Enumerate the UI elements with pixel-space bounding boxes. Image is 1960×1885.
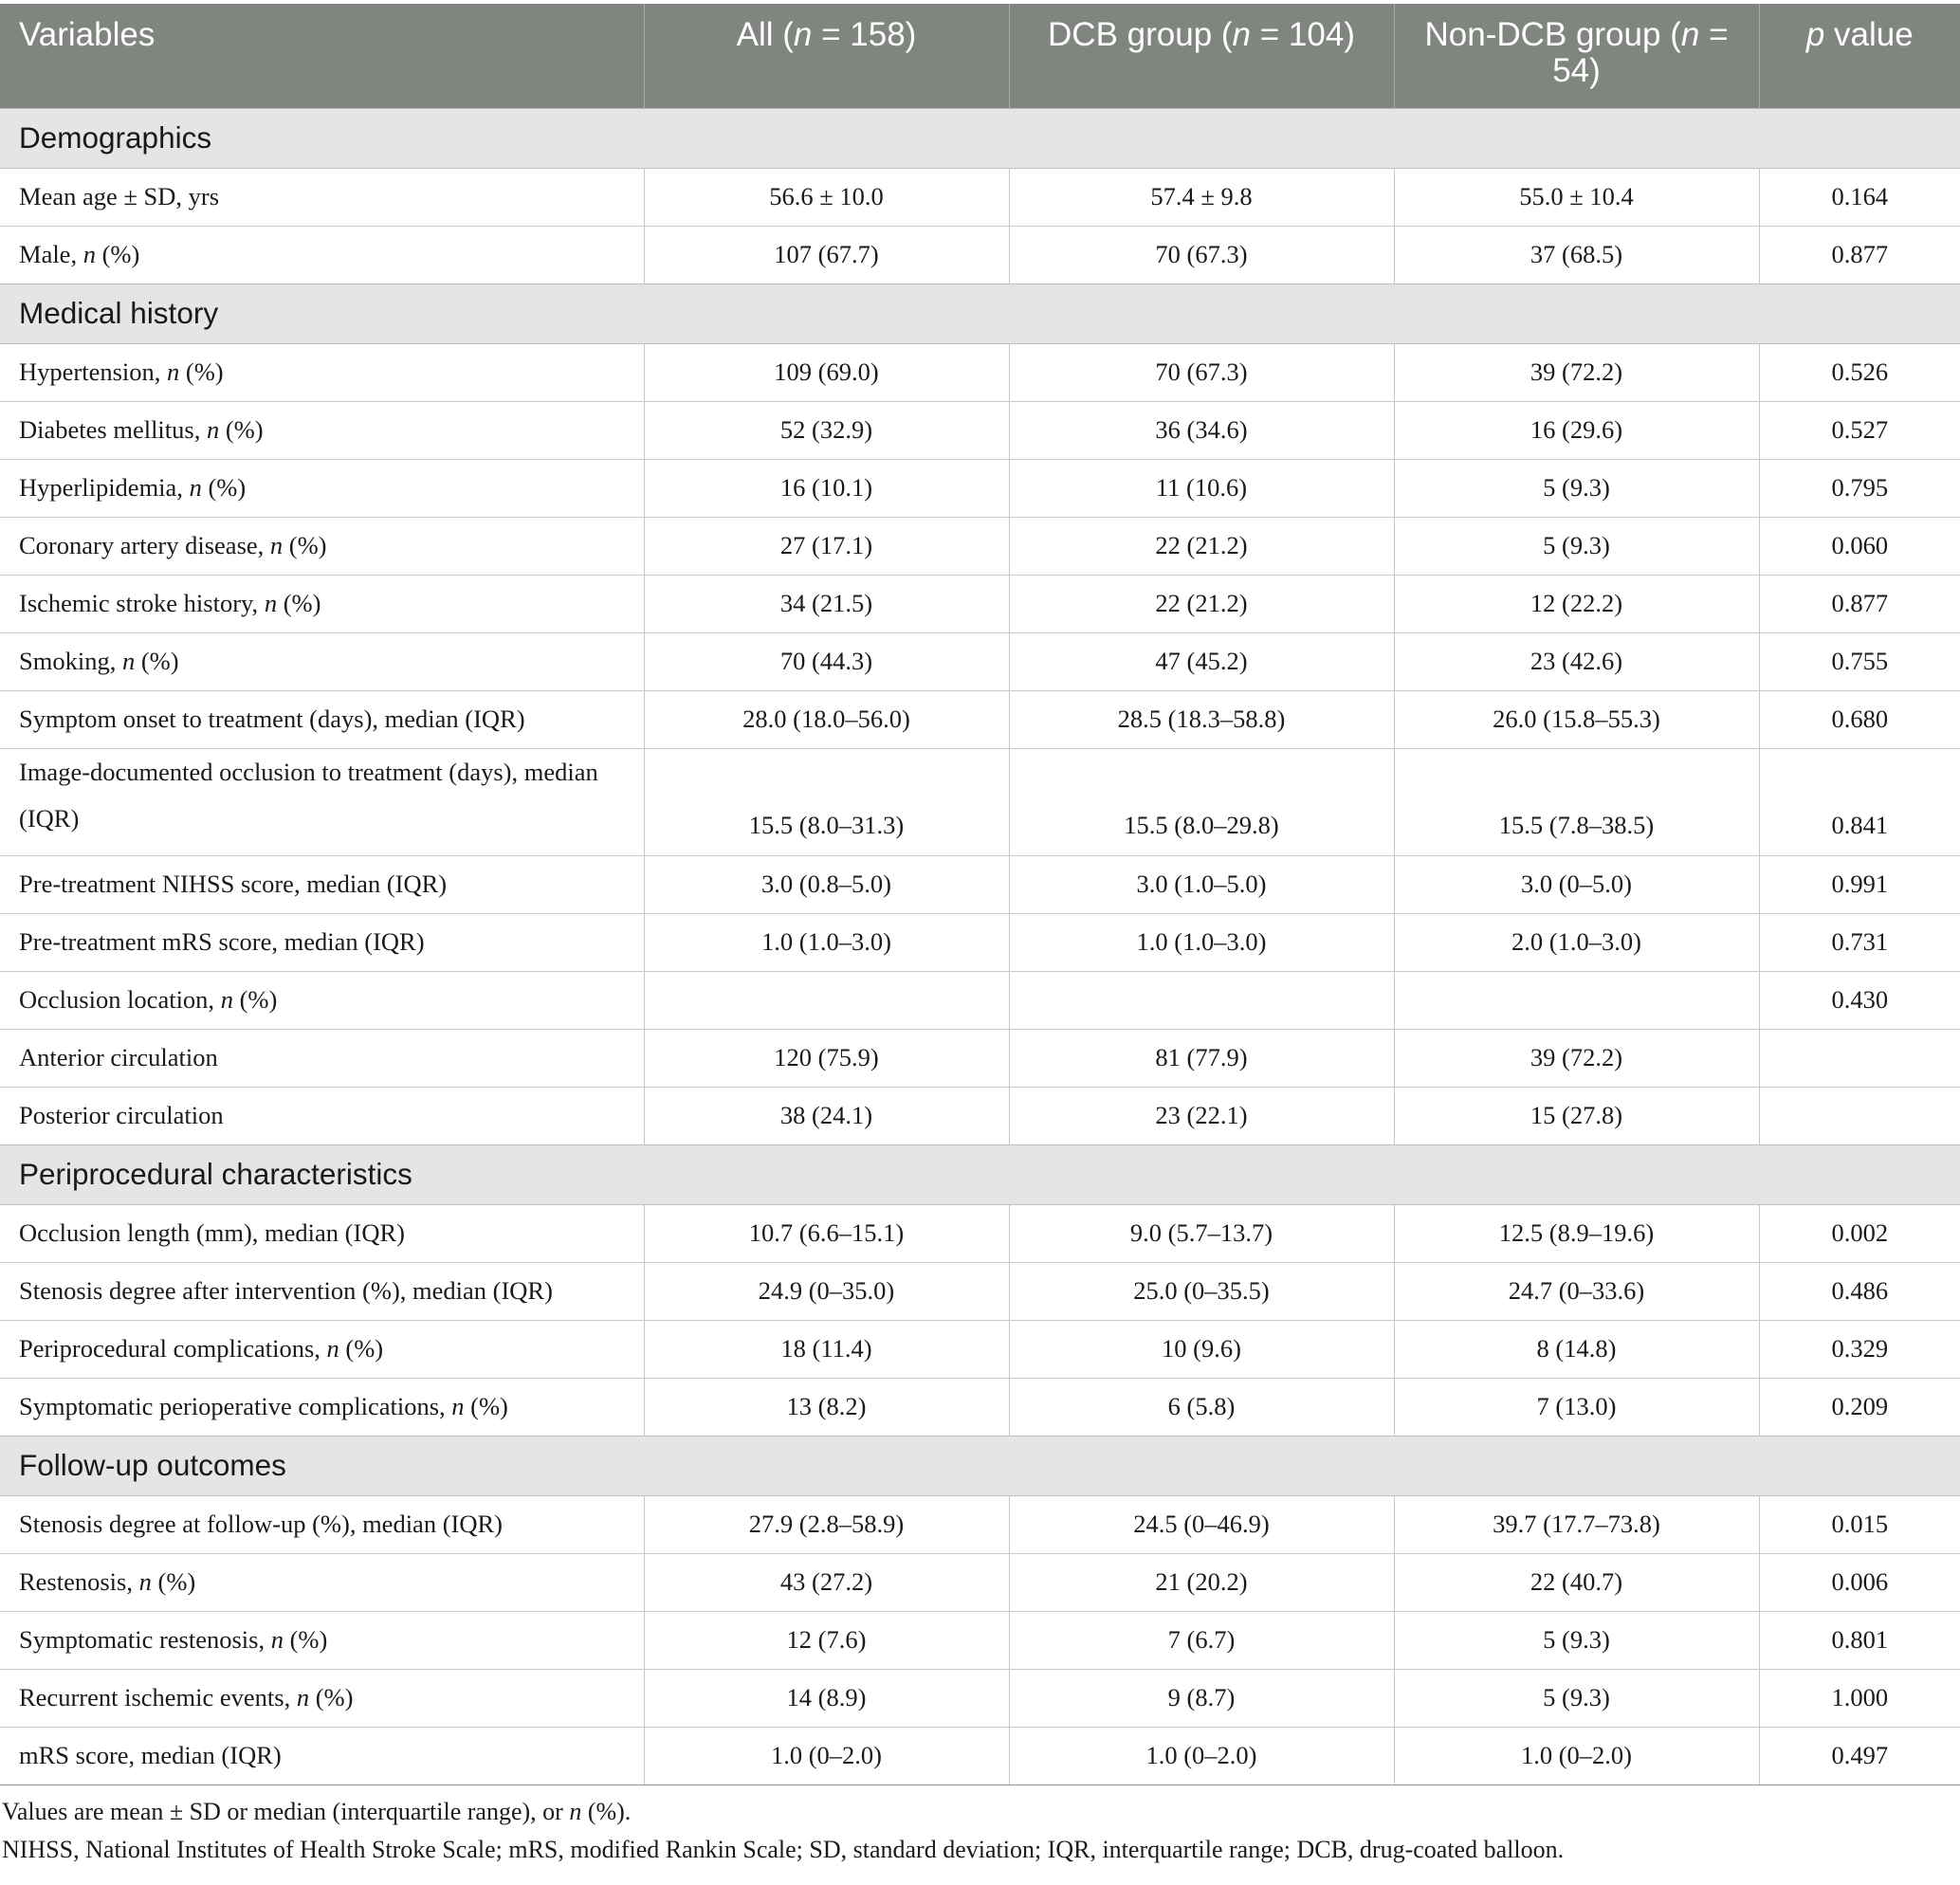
cell-p-value: 0.164 (1759, 168, 1960, 226)
cell-p-value: 0.002 (1759, 1204, 1960, 1262)
table-row (0, 690, 1960, 748)
cell-all: 14 (8.9) (644, 1669, 1009, 1727)
cell-non-dcb-group: 24.7 (0–33.6) (1394, 1262, 1759, 1320)
variable-label-text: Restenosis, (19, 1567, 139, 1596)
cell-all: 27.9 (2.8–58.9) (644, 1495, 1009, 1553)
cell-non-dcb-group: 26.0 (15.8–55.3) (1394, 690, 1759, 748)
cell-p-value: 0.801 (1759, 1611, 1960, 1669)
n-symbol: n (167, 357, 180, 386)
cell-dcb-group: 1.0 (1.0–3.0) (1009, 913, 1394, 971)
variable-label (0, 913, 644, 971)
cell-non-dcb-group: 5 (9.3) (1394, 1611, 1759, 1669)
variable-label (0, 1669, 644, 1727)
variable-label-text: Ischemic stroke history, (19, 589, 265, 617)
section-header-row (0, 284, 1960, 343)
variable-label (0, 1495, 644, 1553)
cell-dcb-group: 28.5 (18.3–58.8) (1009, 690, 1394, 748)
cell-all: 56.6 ± 10.0 (644, 168, 1009, 226)
table-row (0, 575, 1960, 632)
cell-p-value (1759, 1087, 1960, 1144)
cell-non-dcb-group: 39 (72.2) (1394, 343, 1759, 401)
table-row (0, 168, 1960, 226)
cell-p-value: 0.486 (1759, 1262, 1960, 1320)
n-symbol: n (220, 985, 233, 1014)
cell-all: 18 (11.4) (644, 1320, 1009, 1378)
variable-label (0, 1553, 644, 1611)
cell-all: 1.0 (1.0–3.0) (644, 913, 1009, 971)
table-row (0, 913, 1960, 971)
table-row (0, 748, 1960, 855)
variable-label-text: Posterior circulation (19, 1101, 224, 1129)
cell-dcb-group: 70 (67.3) (1009, 343, 1394, 401)
baseline-characteristics-table (0, 4, 1960, 1785)
cell-dcb-group: 24.5 (0–46.9) (1009, 1495, 1394, 1553)
variable-label-suffix: (%) (208, 473, 247, 502)
cell-non-dcb-group: 8 (14.8) (1394, 1320, 1759, 1378)
n-symbol: n (82, 240, 96, 268)
cell-all: 1.0 (0–2.0) (644, 1727, 1009, 1784)
cell-p-value: 0.526 (1759, 343, 1960, 401)
cell-dcb-group: 1.0 (0–2.0) (1009, 1727, 1394, 1784)
variable-label (0, 1204, 644, 1262)
table-row (0, 1087, 1960, 1144)
cell-non-dcb-group: 3.0 (0–5.0) (1394, 855, 1759, 913)
cell-p-value: 0.795 (1759, 459, 1960, 517)
section-header-row (0, 1144, 1960, 1204)
variable-label (0, 459, 644, 517)
cell-p-value: 0.680 (1759, 690, 1960, 748)
variable-label-suffix: (%) (101, 240, 140, 268)
variable-label-text: Stenosis degree after intervention (%), median (IQR) (19, 1276, 553, 1305)
variable-label (0, 1087, 644, 1144)
cell-p-value: 0.877 (1759, 575, 1960, 632)
section-title: Follow-up outcomes (0, 1436, 1960, 1495)
cell-non-dcb-group: 12.5 (8.9–19.6) (1394, 1204, 1759, 1262)
cell-p-value (1759, 1029, 1960, 1087)
column-header-non-dcb-group: Non-DCB group (n = 54) (1394, 4, 1759, 108)
variable-label (0, 343, 644, 401)
n-symbol: n (189, 473, 202, 502)
cell-all: 120 (75.9) (644, 1029, 1009, 1087)
cell-non-dcb-group: 55.0 ± 10.4 (1394, 168, 1759, 226)
variable-label-suffix: (%) (315, 1683, 354, 1711)
cell-all: 15.5 (8.0–31.3) (644, 748, 1009, 855)
column-header-dcb-group: DCB group (n = 104) (1009, 4, 1394, 108)
cell-dcb-group: 81 (77.9) (1009, 1029, 1394, 1087)
cell-dcb-group: 9 (8.7) (1009, 1669, 1394, 1727)
cell-non-dcb-group: 15.5 (7.8–38.5) (1394, 748, 1759, 855)
variable-label-suffix: (%) (239, 985, 278, 1014)
variable-label-suffix: (%) (157, 1567, 196, 1596)
cell-dcb-group: 70 (67.3) (1009, 226, 1394, 284)
cell-p-value: 0.731 (1759, 913, 1960, 971)
n-symbol: n (121, 647, 136, 675)
variable-label-text: Male, (19, 240, 83, 268)
cell-all: 70 (44.3) (644, 632, 1009, 690)
variable-label (0, 1029, 644, 1087)
section-header-row (0, 1436, 1960, 1495)
cell-dcb-group: 25.0 (0–35.5) (1009, 1262, 1394, 1320)
variable-label-suffix: (%) (185, 357, 224, 386)
n-symbol: n (206, 415, 220, 444)
cell-p-value: 0.841 (1759, 748, 1960, 855)
table-row (0, 1029, 1960, 1087)
n-symbol: n (451, 1392, 465, 1420)
variable-label (0, 1727, 644, 1784)
cell-p-value: 0.209 (1759, 1378, 1960, 1436)
n-symbol: n (296, 1683, 310, 1711)
variable-label (0, 1262, 644, 1320)
table-row (0, 971, 1960, 1029)
cell-p-value: 0.755 (1759, 632, 1960, 690)
cell-p-value: 1.000 (1759, 1669, 1960, 1727)
variable-label (0, 971, 644, 1029)
table-row (0, 459, 1960, 517)
variable-label-text: Symptomatic restenosis, (19, 1625, 271, 1654)
table-row (0, 1611, 1960, 1669)
variable-label-text: mRS score, median (IQR) (19, 1741, 282, 1769)
cell-dcb-group: 23 (22.1) (1009, 1087, 1394, 1144)
table-row (0, 1495, 1960, 1553)
cell-all: 13 (8.2) (644, 1378, 1009, 1436)
section-title: Demographics (0, 108, 1960, 168)
table-row (0, 632, 1960, 690)
cell-non-dcb-group: 5 (9.3) (1394, 517, 1759, 575)
cell-all: 27 (17.1) (644, 517, 1009, 575)
cell-dcb-group: 22 (21.2) (1009, 517, 1394, 575)
cell-dcb-group: 10 (9.6) (1009, 1320, 1394, 1378)
cell-p-value: 0.329 (1759, 1320, 1960, 1378)
cell-p-value: 0.060 (1759, 517, 1960, 575)
cell-all: 34 (21.5) (644, 575, 1009, 632)
variable-label-text: Occlusion location, (19, 985, 221, 1014)
cell-dcb-group: 21 (20.2) (1009, 1553, 1394, 1611)
variable-label-suffix: (%) (345, 1334, 384, 1363)
cell-dcb-group: 57.4 ± 9.8 (1009, 168, 1394, 226)
variable-label-text: Hyperlipidemia, (19, 473, 190, 502)
variable-label-text: Recurrent ischemic events, (19, 1683, 297, 1711)
variable-label (0, 632, 644, 690)
variable-label-text: Image-documented occlusion to treatment (days), median (IQR) (19, 757, 598, 833)
n-symbol: n (326, 1334, 339, 1363)
cell-non-dcb-group: 1.0 (0–2.0) (1394, 1727, 1759, 1784)
table-row (0, 1320, 1960, 1378)
n-symbol: n (138, 1567, 152, 1596)
variable-label-text: Periprocedural complications, (19, 1334, 327, 1363)
variable-label (0, 517, 644, 575)
table-row (0, 1669, 1960, 1727)
section-header-row (0, 108, 1960, 168)
table-row (0, 1553, 1960, 1611)
cell-all: 38 (24.1) (644, 1087, 1009, 1144)
variable-label-suffix: (%) (283, 589, 321, 617)
variable-label (0, 168, 644, 226)
variable-label-text: Pre-treatment mRS score, median (IQR) (19, 927, 425, 956)
variable-label-text: Coronary artery disease, (19, 531, 270, 559)
column-header-variables: Variables (0, 4, 644, 108)
variable-label-text: Anterior circulation (19, 1043, 218, 1071)
table-row (0, 1262, 1960, 1320)
cell-dcb-group: 36 (34.6) (1009, 401, 1394, 459)
n-symbol: n (269, 531, 284, 559)
variable-label-text: Occlusion length (mm), median (IQR) (19, 1218, 405, 1247)
cell-dcb-group: 9.0 (5.7–13.7) (1009, 1204, 1394, 1262)
variable-label-text: Pre-treatment NIHSS score, median (IQR) (19, 869, 448, 898)
cell-non-dcb-group: 37 (68.5) (1394, 226, 1759, 284)
variable-label-text: Smoking, (19, 647, 122, 675)
table-container (0, 4, 1960, 1869)
cell-dcb-group: 15.5 (8.0–29.8) (1009, 748, 1394, 855)
table-row (0, 855, 1960, 913)
cell-all: 43 (27.2) (644, 1553, 1009, 1611)
cell-all: 3.0 (0.8–5.0) (644, 855, 1009, 913)
cell-dcb-group: 3.0 (1.0–5.0) (1009, 855, 1394, 913)
footnote-abbreviations: NIHSS, National Institutes of Health Stroke Scale; mRS, modified Rankin Scale; SD, standard deviation; IQR, interquartile range; DCB, drug-coated balloon. (2, 1835, 1565, 1863)
cell-p-value: 0.430 (1759, 971, 1960, 1029)
variable-label-text: Mean age ± SD, yrs (19, 182, 220, 210)
variable-label (0, 748, 644, 855)
cell-p-value: 0.991 (1759, 855, 1960, 913)
cell-all: 24.9 (0–35.0) (644, 1262, 1009, 1320)
cell-non-dcb-group: 12 (22.2) (1394, 575, 1759, 632)
n-symbol: n (264, 589, 278, 617)
cell-all: 10.7 (6.6–15.1) (644, 1204, 1009, 1262)
cell-dcb-group: 11 (10.6) (1009, 459, 1394, 517)
table-row (0, 343, 1960, 401)
variable-label (0, 690, 644, 748)
variable-label (0, 1378, 644, 1436)
variable-label (0, 1611, 644, 1669)
variable-label-suffix: (%) (140, 647, 179, 675)
cell-non-dcb-group: 39 (72.2) (1394, 1029, 1759, 1087)
variable-label-suffix: (%) (225, 415, 264, 444)
variable-label (0, 226, 644, 284)
cell-non-dcb-group: 39.7 (17.7–73.8) (1394, 1495, 1759, 1553)
variable-label-suffix: (%) (289, 1625, 328, 1654)
table-footnotes (0, 1793, 1960, 1869)
cell-p-value: 0.877 (1759, 226, 1960, 284)
cell-non-dcb-group: 16 (29.6) (1394, 401, 1759, 459)
cell-dcb-group: 6 (5.8) (1009, 1378, 1394, 1436)
cell-dcb-group (1009, 971, 1394, 1029)
column-header-p-value: p value (1759, 4, 1960, 108)
table-row (0, 1727, 1960, 1784)
footnote-values: Values are mean ± SD or median (interquartile range), or n (%). (2, 1797, 632, 1825)
section-title: Medical history (0, 284, 1960, 343)
variable-label-text: Symptom onset to treatment (days), median (IQR) (19, 705, 525, 733)
cell-all: 16 (10.1) (644, 459, 1009, 517)
variable-label-suffix: (%) (288, 531, 327, 559)
cell-non-dcb-group: 15 (27.8) (1394, 1087, 1759, 1144)
cell-all: 109 (69.0) (644, 343, 1009, 401)
table-row (0, 517, 1960, 575)
cell-non-dcb-group: 5 (9.3) (1394, 459, 1759, 517)
variable-label (0, 1320, 644, 1378)
variable-label (0, 575, 644, 632)
table-row (0, 1378, 1960, 1436)
header-row (0, 4, 1960, 108)
cell-non-dcb-group: 23 (42.6) (1394, 632, 1759, 690)
variable-label-text: Diabetes mellitus, (19, 415, 207, 444)
cell-dcb-group: 7 (6.7) (1009, 1611, 1394, 1669)
cell-non-dcb-group: 7 (13.0) (1394, 1378, 1759, 1436)
variable-label-suffix: (%) (470, 1392, 508, 1420)
cell-non-dcb-group (1394, 971, 1759, 1029)
variable-label-text: Stenosis degree at follow-up (%), median (IQR) (19, 1510, 503, 1538)
column-header-all: All (n = 158) (644, 4, 1009, 108)
table-row (0, 226, 1960, 284)
variable-label-text: Symptomatic perioperative complications, (19, 1392, 452, 1420)
section-title: Periprocedural characteristics (0, 1144, 1960, 1204)
table-row (0, 401, 1960, 459)
cell-non-dcb-group: 22 (40.7) (1394, 1553, 1759, 1611)
variable-label (0, 401, 644, 459)
variable-label-text: Hypertension, (19, 357, 168, 386)
cell-dcb-group: 22 (21.2) (1009, 575, 1394, 632)
cell-p-value: 0.015 (1759, 1495, 1960, 1553)
cell-p-value: 0.497 (1759, 1727, 1960, 1784)
n-symbol: n (270, 1625, 284, 1654)
table-row (0, 1204, 1960, 1262)
table-body (0, 108, 1960, 1784)
cell-dcb-group: 47 (45.2) (1009, 632, 1394, 690)
cell-non-dcb-group: 5 (9.3) (1394, 1669, 1759, 1727)
variable-label (0, 855, 644, 913)
cell-non-dcb-group: 2.0 (1.0–3.0) (1394, 913, 1759, 971)
cell-all: 107 (67.7) (644, 226, 1009, 284)
cell-all: 12 (7.6) (644, 1611, 1009, 1669)
cell-p-value: 0.006 (1759, 1553, 1960, 1611)
cell-p-value: 0.527 (1759, 401, 1960, 459)
cell-all (644, 971, 1009, 1029)
cell-all: 52 (32.9) (644, 401, 1009, 459)
cell-all: 28.0 (18.0–56.0) (644, 690, 1009, 748)
